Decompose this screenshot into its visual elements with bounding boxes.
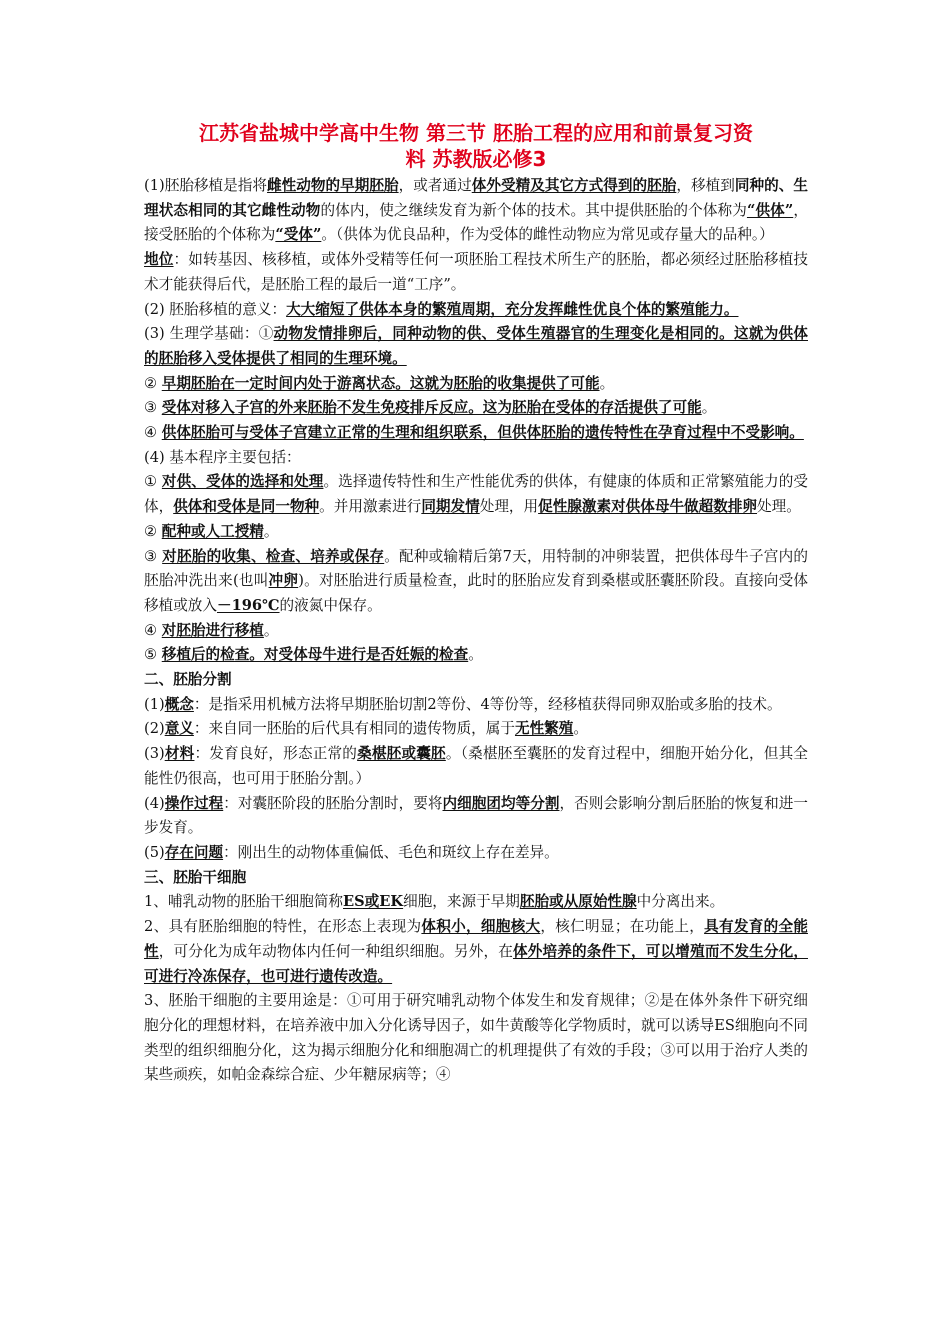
emphasis-text: 早期胚胎在一定时间内处于游离状态。这就为胚胎的收集提供了可能 [161,374,600,392]
paragraph [144,396,808,421]
emphasis-text: 材料 [164,745,195,763]
emphasis-text: 供体胚胎可与受体子宫建立正常的生理和组织联系，但供体胚胎的遗传特性在孕育过程中不受影响。 [161,424,804,442]
emphasis-text: 操作过程 [164,794,224,812]
paragraph [144,545,808,619]
emphasis-text: 移植后的检查。对受体母牛进行是否妊娠的检查 [161,646,469,664]
text-run: (2) 胚胎移植的意义： [144,300,287,318]
title-line-2: 料 苏教版必修3 [405,147,547,171]
emphasis-text: 同期发情 [421,498,480,516]
emphasis-text: －196℃ [216,596,280,614]
text-run: ④ [144,621,162,639]
document-title [144,120,808,172]
text-run: ② [144,374,162,392]
text-run: (4) 基本程序主要包括： [144,448,301,466]
emphasis-text: 胚胎或从原始性腺 [519,893,637,911]
paragraph [144,174,808,248]
text-run: ，否则会影响分割后胚胎的恢复和进一步发育。 [144,794,808,837]
emphasis-text: 对胚胎的收集、检查、培养或保存 [162,547,385,565]
paragraph [144,841,808,866]
text-run: ：对囊胚阶段的胚胎分割时，要将 [223,794,443,812]
emphasis-text: 对供、受体的选择和处理 [161,473,324,491]
text-run: (5) [144,843,165,861]
text-run: ④ [144,424,162,442]
text-run: ⑤ [144,646,162,664]
text-run: 。 [573,720,588,738]
text-run: 的液氮中保存。 [279,596,382,614]
paragraph [144,668,808,693]
text-run: ，核仁明显；在功能上， [540,918,705,936]
text-run: (1) [144,695,165,713]
paragraph [144,693,808,718]
paragraph [144,643,808,668]
text-run: ：发育良好，形态正常的 [194,745,358,763]
paragraph [144,421,808,446]
paragraph [144,866,808,891]
text-run: ③ [144,547,163,565]
text-run: ② [144,522,162,540]
emphasis-text: 地位 [144,251,174,269]
emphasis-text: 促性腺激素对供体母牛做超数排卵 [538,498,758,516]
emphasis-text: 存在问题 [164,843,224,861]
paragraph [144,890,808,915]
emphasis-text: 动物发情排卵后，同种动物的供、受体生殖器官的生理变化是相同的。这就为供体的胚胎移入受体提供了相同的生理环境。 [144,325,808,367]
text-run: 的体内，使之继续发育为新个体的技术。其中提供胚胎的个体称为 [320,201,747,219]
text-run: 。 [599,374,615,392]
emphasis-text: 供体和受体是同一物种 [173,498,320,516]
text-run: 3、胚胎干细胞的主要用途是：①可用于研究哺乳动物个体发生和发育规律；②是在体外条件下研究细胞分化的理想材料，在培养液中加入分化诱导因子，如牛黄酸等化学物质时，就可以诱导ES细胞向不同类型的组织细胞分化，这为揭示细胞分化和细胞凋亡的机理提供了有效的手段；③可以用于治疗人类的某些顽疾，如帕金森综合症、少年糖尿病等；④ [144,992,808,1084]
emphasis-text: 概念 [164,695,194,713]
text-run: ① [144,473,162,491]
text-run: 。（桑椹胚至囊胚的发育过程中，细胞开始分化，但其全能性仍很高，也可用于胚胎分割。） [144,745,808,787]
emphasis-text: 内细胞团均等分割 [442,794,560,812]
title-line-1: 江苏省盐城中学高中生物 第三节 胚胎工程的应用和前景复习资 [199,121,753,145]
text-run: )。对胚胎进行质量检查，此时的胚胎应发育到桑椹或胚囊胚阶段。直接向受体移植或放入 [144,572,808,614]
paragraph [144,322,808,371]
text-run: 。 [468,646,483,664]
text-run: 处理。 [757,498,801,516]
paragraph [144,298,808,323]
emphasis-text: “供体” [746,201,794,219]
text-run: (2) [144,720,165,738]
text-run: 1、哺乳动物的胚胎干细胞简称 [144,893,344,911]
emphasis-text: 体积小，细胞核大 [421,918,541,936]
text-run: ③ [144,399,162,417]
paragraph [144,742,808,791]
text-run: (4) [144,794,165,812]
text-run: ，可分化为成年动物体内任何一种组织细胞。另外，在 [158,942,513,960]
emphasis-text: 二、胚胎分割 [144,671,232,689]
paragraph [144,619,808,644]
text-run: 处理，用 [479,498,539,516]
emphasis-text: 受体对移入子宫的外来胚胎不发生免疫排斥反应。这为胚胎在受体的存活提供了可能 [161,399,702,417]
text-run: (1)胚胎移植是指将 [144,177,268,194]
text-run: 。（供体为优良品种，作为受体的雌性动物应为常见或存量大的品种。） [321,226,774,244]
paragraph [144,446,808,471]
text-run: 。并用激素进行 [319,498,422,516]
paragraph [144,915,808,989]
emphasis-text: 桑椹胚或囊胚 [357,745,446,763]
paragraph [144,470,808,519]
emphasis-text: 大大缩短了供体本身的繁殖周期，充分发挥雌性优良个体的繁殖能力。 [286,300,739,318]
emphasis-text: 同种的、生理状态相同的其它雌性动物 [144,177,808,219]
emphasis-text: 雌性动物的早期胚胎 [267,177,399,194]
emphasis-text: ES或EK [343,893,404,911]
document-page [144,120,808,1088]
text-run: 。 [701,399,717,417]
text-run: ，或者通过 [398,177,472,194]
text-run: 。配种或输精后第7天，用特制的冲卵装置，把供体母牛子宫内的胚胎冲洗出来(也叫 [144,547,808,590]
text-run: 。 [263,621,279,639]
emphasis-text: 具有发育的全能性 [144,918,808,960]
text-run: ，移植到 [676,177,735,194]
text-run: (3) [144,745,165,763]
text-run: 细胞，来源于早期 [403,893,520,911]
emphasis-text: 对胚胎进行移植 [161,621,264,639]
emphasis-text: 体外受精及其它方式得到的胚胎 [471,177,677,194]
text-run: 2、具有胚胎细胞的特性，在形态上表现为 [144,918,422,936]
text-run: ：如转基因、核移植，或体外受精等任何一项胚胎工程技术所生产的胚胎，都必须经过胚胎移植技术才能获得后代，是胚胎工程的最后一道“工序”。 [144,251,808,293]
text-run: ：是指采用机械方法将早期胚胎切割2等份、4等份等，经移植获得同卵双胎或多胎的技术。 [193,695,782,713]
emphasis-text: “受体” [275,226,322,244]
text-run: ：刚出生的动物体重偏低、毛色和斑纹上存在差异。 [223,843,559,861]
paragraph [144,717,808,742]
paragraph [144,248,808,297]
emphasis-text: 三、胚胎干细胞 [144,868,247,886]
emphasis-text: 冲卵 [268,572,299,590]
paragraph [144,792,808,841]
paragraph [144,372,808,397]
emphasis-text: 体外培养的条件下，可以增殖而不发生分化，可进行冷冻保存，也可进行遗传改造。 [144,942,808,985]
text-run: (3) 生理学基础：① [144,325,274,343]
text-run: ：来自同一胚胎的后代具有相同的遗传物质，属于 [193,720,515,738]
document-body [144,174,808,1088]
paragraph [144,520,808,545]
text-run: 。选择遗传特性和生产性能优秀的供体，有健康的体质和正常繁殖能力的受体， [144,473,808,516]
paragraph [144,989,808,1088]
emphasis-text: 配种或人工授精 [161,522,264,540]
emphasis-text: 意义 [164,720,194,738]
emphasis-text: 无性繁殖 [514,720,574,738]
text-run: 。 [263,522,279,540]
text-run: ，接受胚胎的个体称为 [144,201,808,244]
text-run: 中分离出来。 [636,893,725,911]
